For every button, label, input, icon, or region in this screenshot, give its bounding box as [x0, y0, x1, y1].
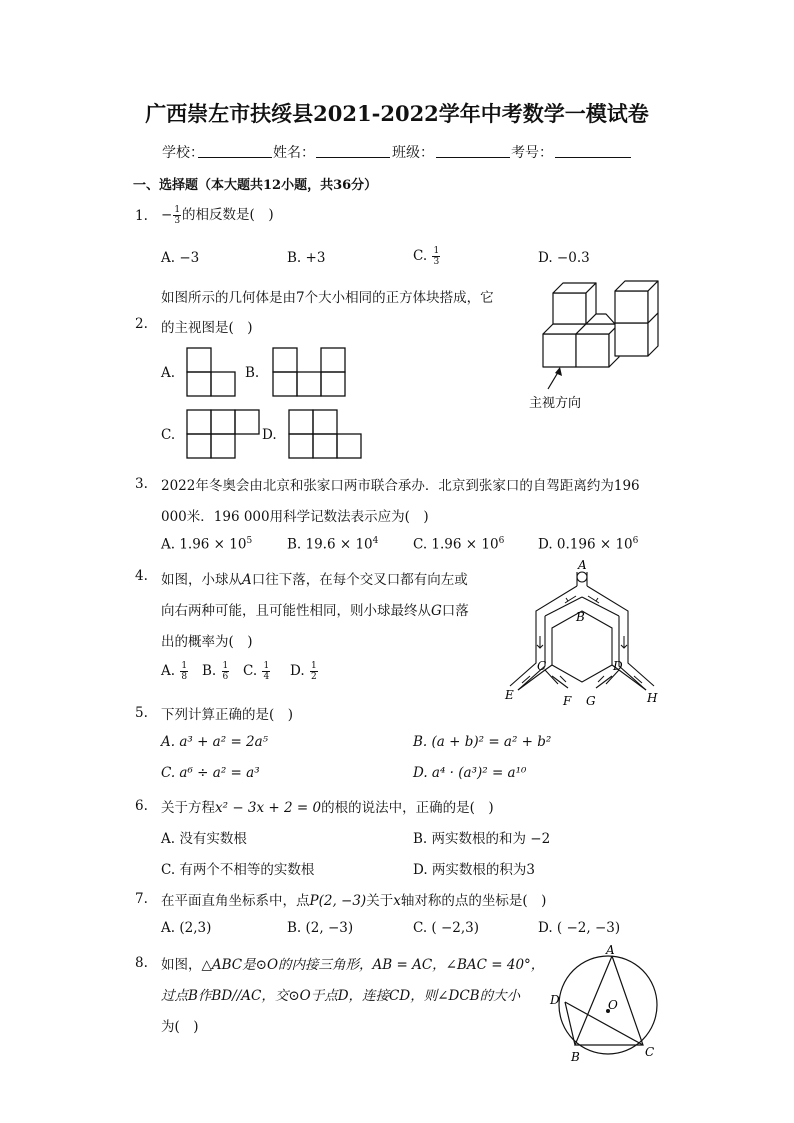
- q2-option-d[interactable]: D.: [262, 427, 277, 443]
- q8-label-c: C: [645, 1045, 655, 1059]
- q5-option-d[interactable]: D. a⁴ · (a³)² = a¹⁰: [413, 765, 527, 781]
- q4-line1: 如图，小球从A口往下落，在每个交叉口都有向左或: [161, 572, 468, 588]
- q6-stem: 关于方程x² − 3x + 2 = 0的根的说法中，正确的是( ): [161, 800, 494, 816]
- q4-line2: 向右两种可能，且可能性相同，则小球最终从G口落: [161, 603, 469, 619]
- q4-label-f: F: [563, 694, 572, 708]
- q7-number: 7.: [135, 891, 148, 907]
- q4-label-h: H: [647, 691, 658, 705]
- q4-option-c[interactable]: C. $\frac{1}{4}$: [243, 661, 270, 682]
- q2-view-c-figure: [186, 409, 262, 461]
- q4-hexagon-figure: [500, 558, 665, 708]
- q8-label-b: B: [571, 1050, 580, 1064]
- q8-line1: 如图，△ABC是⊙O的内接三角形，AB = AC，∠BAC = 40°，: [161, 957, 545, 973]
- school-blank[interactable]: [198, 142, 272, 159]
- q3-number: 3.: [135, 476, 148, 492]
- q6-option-d[interactable]: D. 两实数根的积为3: [413, 862, 536, 878]
- q2-view-d-figure: [288, 409, 364, 461]
- class-label: 班级：: [392, 145, 434, 161]
- page-title: 广西崇左市扶绥县2021-2022学年中考数学一模试卷: [145, 101, 649, 126]
- q8-label-d: D: [550, 993, 560, 1007]
- q1-option-d[interactable]: D. −0.3: [538, 250, 590, 266]
- q4-label-e: E: [505, 688, 514, 702]
- q5-stem: 下列计算正确的是( ): [161, 707, 294, 723]
- q2-option-a[interactable]: A.: [161, 365, 176, 381]
- q4-label-a: A: [578, 558, 587, 572]
- q3-option-a[interactable]: A. $1.96 \times 10^5$: [161, 536, 253, 553]
- q5-option-a[interactable]: A. a³ + a² = 2a⁵: [161, 734, 269, 750]
- q1-option-b[interactable]: B. +3: [287, 250, 326, 266]
- q5-option-c[interactable]: C. a⁶ ÷ a² = a³: [161, 765, 260, 781]
- q4-number: 4.: [135, 568, 148, 584]
- q1-stem: − $\frac{1}{3}$ 的相反数是( ): [161, 205, 274, 226]
- q8-circle-figure: [545, 945, 670, 1070]
- q6-option-b[interactable]: B. 两实数根的和为 −2: [413, 831, 551, 847]
- q6-number: 6.: [135, 798, 148, 814]
- q4-line3: 出的概率为( ): [161, 634, 253, 650]
- name-blank[interactable]: [316, 142, 390, 159]
- class-blank[interactable]: [436, 142, 510, 159]
- q8-line3: 为( ): [161, 1019, 199, 1035]
- q2-line1: 如图所示的几何体是由7个大小相同的正方体块搭成，它: [161, 290, 494, 306]
- q4-label-c: C: [537, 659, 547, 673]
- q3-option-d[interactable]: D. $0.196 \times 10^6$: [538, 536, 639, 553]
- q7-option-a[interactable]: A. (2,3): [161, 920, 212, 936]
- q3-line1: 2022年冬奥会由北京和张家口两市联合承办．北京到张家口的自驾距离约为196: [161, 478, 640, 494]
- q4-option-d[interactable]: D. $\frac{1}{2}$: [290, 661, 317, 682]
- q2-line2: 的主视图是( ): [161, 320, 253, 336]
- q6-option-a[interactable]: A. 没有实数根: [161, 831, 247, 847]
- q3-option-b[interactable]: B. $19.6 \times 10^4$: [287, 536, 379, 553]
- exam-no-blank[interactable]: [555, 142, 631, 159]
- q8-label-o: O: [608, 998, 618, 1012]
- q4-label-d: D: [613, 659, 623, 673]
- q7-option-c[interactable]: C. ( −2,3): [413, 920, 480, 936]
- q4-label-b: B: [576, 610, 585, 624]
- q1-option-c[interactable]: C. $\frac{1}{3}$: [413, 246, 440, 267]
- q5-number: 5.: [135, 705, 148, 721]
- q2-number: 2.: [135, 316, 148, 332]
- q6-option-c[interactable]: C. 有两个不相等的实数根: [161, 862, 315, 878]
- q2-view-a-figure: [186, 347, 238, 399]
- q2-option-c[interactable]: C.: [161, 427, 176, 443]
- q4-option-b[interactable]: B. $\frac{1}{6}$: [202, 661, 229, 682]
- q7-option-b[interactable]: B. (2, −3): [287, 920, 354, 936]
- q4-label-g: G: [586, 694, 596, 708]
- exam-no-label: 考号：: [511, 145, 553, 161]
- q1-option-a[interactable]: A. −3: [161, 250, 200, 266]
- q1-number: 1.: [135, 208, 148, 224]
- q2-caption: 主视方向: [529, 396, 582, 411]
- q5-option-b[interactable]: B. (a + b)² = a² + b²: [413, 734, 552, 750]
- q4-option-a[interactable]: A. $\frac{1}{8}$: [161, 661, 188, 682]
- q7-stem: 在平面直角坐标系中，点P(2, −3)关于x轴对称的点的坐标是( ): [161, 893, 547, 909]
- q8-number: 8.: [135, 955, 148, 971]
- q8-label-a: A: [606, 943, 615, 957]
- section-heading: 一、选择题（本大题共12小题，共36分）: [133, 178, 378, 193]
- name-label: 姓名：: [273, 145, 315, 161]
- q8-line2: 过点B作BD//AC，交⊙O于点D，连接CD，则∠DCB的大小: [161, 988, 521, 1004]
- q7-option-d[interactable]: D. ( −2, −3): [538, 920, 621, 936]
- school-label: 学校：: [162, 145, 204, 161]
- q2-cube-figure: [529, 277, 665, 417]
- q3-line2: 000米．196 000用科学记数法表示应为( ): [161, 509, 429, 525]
- q2-option-b[interactable]: B.: [245, 365, 260, 381]
- q3-option-c[interactable]: C. $1.96 \times 10^6$: [413, 536, 505, 553]
- q2-view-b-figure: [272, 347, 348, 399]
